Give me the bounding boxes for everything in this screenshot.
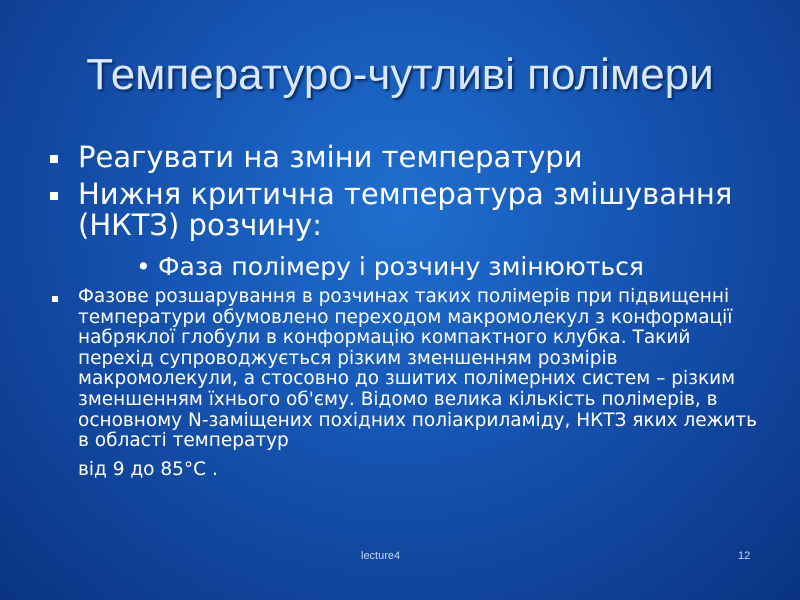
bullet-item [48, 142, 768, 173]
slide-content [48, 142, 768, 480]
bullet-text: Нижня критична температура змішування (НКТЗ) розчину: [78, 177, 733, 242]
bullet-item [48, 179, 768, 241]
paragraph-bullet [48, 287, 768, 480]
footer-lecture-label: lecture4 [361, 550, 401, 562]
sub-bullet-item [48, 253, 768, 281]
slide-title: Температуро-чутливі полімери [86, 50, 714, 99]
square-bullet-icon [52, 296, 58, 302]
paragraph-text: Фазове розшарування в розчинах таких полімерів при підвищенні температури обумовлено переходом макромолекул з конформації набряклої глобули в конформацію компактного клубка. Такий перехід супроводжується різким зменшенням розмірів макромолекули, а стосовно до зшитих полімерних систем – різким зменшенням їхнього об'єму. Відомо велика кількість полімерів, в основному N-заміщених похідних поліакриламіду, НКТЗ яких лежить в області температур [78, 286, 758, 452]
sub-bullet-text: Фаза полімеру і розчину змінюються [158, 252, 644, 281]
page-number: 12 [738, 550, 751, 562]
bullet-text: Реагувати на зміни температури [78, 140, 583, 174]
square-bullet-icon [50, 155, 58, 163]
square-bullet-icon [50, 192, 58, 200]
paragraph-end-text: від 9 до 85°С . [78, 458, 218, 480]
round-bullet-icon: • [136, 252, 151, 281]
